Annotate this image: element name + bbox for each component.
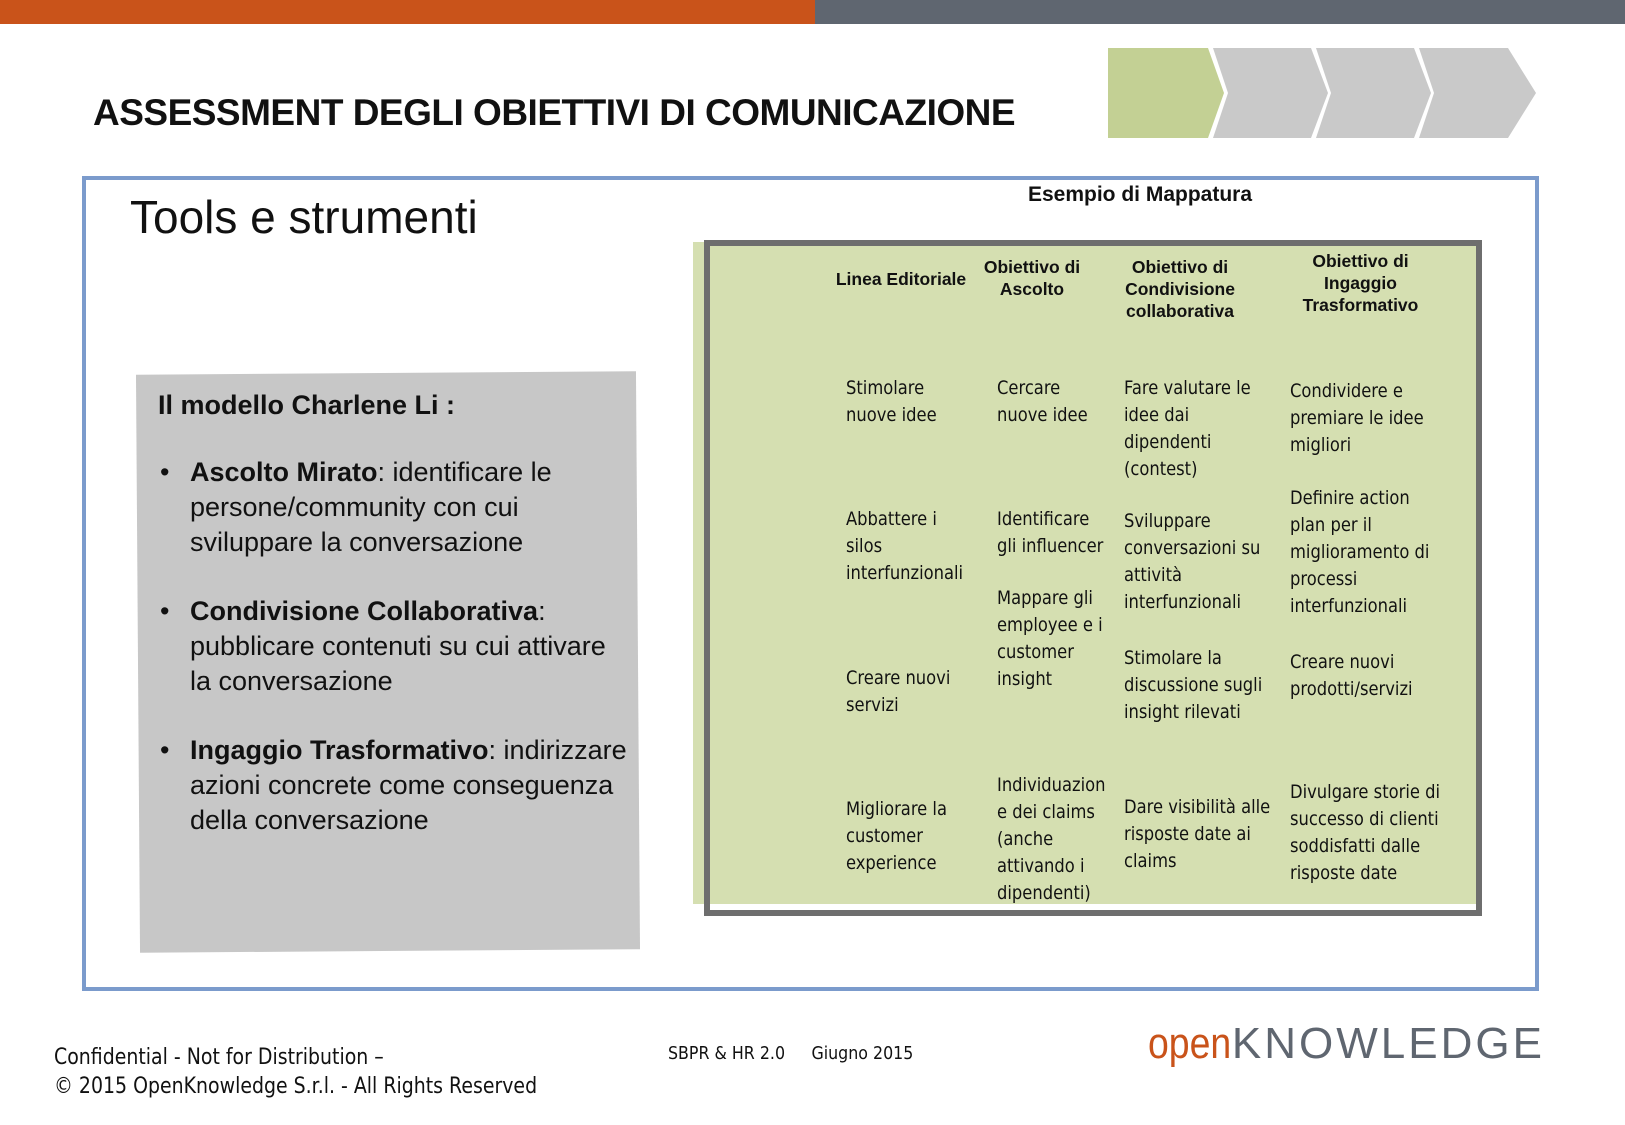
footer-confidential bbox=[54, 1043, 537, 1101]
mapping-cell: Condividere e premiare le idee migliori bbox=[1290, 380, 1424, 456]
model-heading: Il modello Charlene Li : bbox=[158, 390, 456, 420]
bullet-dot-icon: • bbox=[160, 596, 170, 626]
model-bullet-condivisione bbox=[158, 594, 628, 699]
mapping-cell: Stimolare la discussione sugli insight rilevati bbox=[1124, 647, 1263, 723]
model-bullet-ingaggio bbox=[158, 733, 628, 838]
bullet-term: Condivisione Collaborativa bbox=[190, 596, 539, 626]
mapping-cell: Cercare nuove idee bbox=[997, 377, 1088, 426]
logo-open: open bbox=[1148, 1019, 1232, 1068]
bullet-text: : indirizzare azioni concrete come conseguenza della conversazione bbox=[190, 735, 627, 835]
bullet-term: Ingaggio Trasformativo bbox=[190, 735, 489, 765]
footer-copyright: © 2015 OpenKnowledge S.r.l. - All Rights Reserved bbox=[54, 1074, 538, 1099]
top-bar-gray bbox=[815, 0, 1625, 24]
bullet-text: : pubblicare contenuti su cui attivare la conversazione bbox=[190, 596, 606, 696]
progress-chevrons bbox=[1108, 48, 1536, 138]
bullet-dot-icon: • bbox=[160, 457, 170, 487]
bullet-text: : identificare le persone/community con cui sviluppare la conversazione bbox=[190, 457, 552, 557]
model-bullet-list bbox=[158, 455, 628, 872]
mapping-cell: Dare visibilità alle risposte date ai claims bbox=[1124, 796, 1271, 872]
progress-step-2 bbox=[1213, 48, 1328, 138]
openknowledge-logo bbox=[1148, 1019, 1545, 1068]
mapping-header: Obiettivo di Ingaggio Trasformativo bbox=[1302, 251, 1419, 315]
mapping-cell: Divulgare storie di successo di clienti soddisfatti dalle risposte date bbox=[1290, 781, 1441, 884]
model-bullet-ascolto bbox=[158, 455, 628, 560]
mapping-cell: Mappare gli employee e i customer insight bbox=[997, 587, 1103, 690]
top-bar-orange bbox=[0, 0, 815, 24]
mapping-cell: Creare nuovi servizi bbox=[846, 667, 951, 716]
mapping-header: Obiettivo di Condivisione collaborativa bbox=[1125, 257, 1235, 321]
footer-project: SBPR & HR 2.0 bbox=[668, 1043, 786, 1064]
slide-title: ASSESSMENT DEGLI OBIETTIVI DI COMUNICAZIONE bbox=[93, 92, 1016, 133]
footer-date: Giugno 2015 bbox=[811, 1043, 914, 1064]
footer-meta bbox=[668, 1043, 913, 1064]
mapping-title: Esempio di Mappatura bbox=[1027, 183, 1253, 206]
bullet-term: Ascolto Mirato bbox=[190, 457, 378, 487]
mapping-cell: Definire action plan per il miglioramento di processi interfunzionali bbox=[1290, 487, 1430, 617]
mapping-cell: Creare nuovi prodotti/servizi bbox=[1290, 651, 1413, 700]
mapping-cell: Abbattere i silos interfunzionali bbox=[846, 508, 964, 584]
footer-confidential-line: Confidential - Not for Distribution – bbox=[54, 1045, 384, 1070]
bullet-dot-icon: • bbox=[160, 735, 170, 765]
mapping-cell: Sviluppare conversazioni su attività interfunzionali bbox=[1124, 510, 1261, 613]
progress-step-4 bbox=[1419, 48, 1536, 138]
mapping-header: Linea Editoriale bbox=[835, 269, 967, 289]
mapping-cell: Migliorare la customer experience bbox=[846, 798, 947, 874]
mapping-header: Obiettivo di Ascolto bbox=[983, 257, 1081, 299]
mapping-cell: Identificare gli influencer bbox=[997, 508, 1104, 557]
mapping-cell: Fare valutare le idee dai dipendenti (contest) bbox=[1124, 377, 1251, 480]
progress-step-3 bbox=[1316, 48, 1431, 138]
mapping-cell: Individuazion e dei claims (anche attivando i dipendenti) bbox=[997, 774, 1106, 904]
logo-knowledge: KNOWLEDGE bbox=[1231, 1019, 1545, 1068]
mapping-cell: Stimolare nuove idee bbox=[846, 377, 937, 426]
progress-step-1 bbox=[1108, 48, 1224, 138]
section-title: Tools e strumenti bbox=[130, 191, 478, 243]
